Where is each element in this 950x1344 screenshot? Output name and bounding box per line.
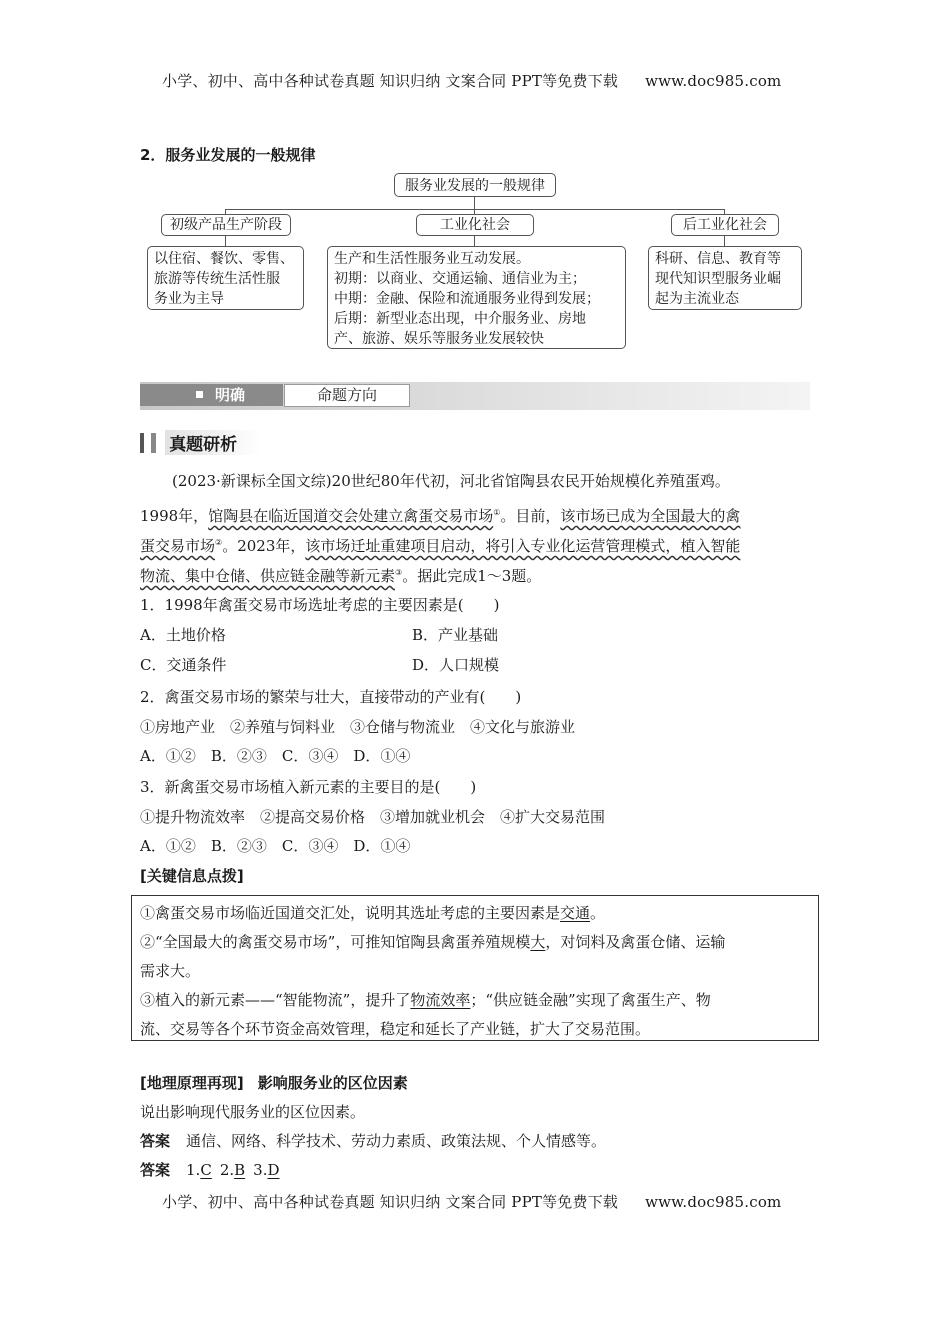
desc-line: 起为主流业态: [655, 291, 739, 307]
answer-num: 2.: [219, 1161, 235, 1179]
footer-url[interactable]: www.doc985.com: [645, 1193, 782, 1211]
passage-text: 。目前，: [500, 507, 561, 525]
desc-line: 务业为主导: [154, 291, 224, 307]
bar-icon: [140, 433, 144, 453]
key-underline: 大: [530, 933, 546, 951]
principle-question: 说出影响现代服务业的区位因素。: [140, 1103, 366, 1121]
desc-line: 旅游等传统生活性服: [154, 271, 280, 287]
question-2: 2．禽蛋交易市场的繁荣与壮大，直接带动的产业有( ): [140, 688, 522, 706]
principle-heading: [140, 1072, 408, 1093]
passage-wavy: 蛋交易市场: [140, 537, 216, 555]
question-2-options[interactable]: A．①② B．②③ C．③④ D．①④: [140, 747, 411, 765]
passage-line: [140, 498, 740, 531]
answer-value: D: [267, 1161, 280, 1179]
key-text: ③植入的新元素——“智能物流”，提升了: [140, 991, 411, 1009]
stage-title-primary: 初级产品生产阶段: [161, 214, 291, 236]
answer-num: 1.: [186, 1161, 201, 1179]
answer-value: C: [200, 1161, 212, 1179]
desc-line: 后期：新型业态出现，中介服务业、房地: [334, 311, 586, 327]
diagram-root: 服务业发展的一般规律: [394, 173, 556, 197]
desc-line: 中期：金融、保险和流通服务业得到发展；: [334, 291, 600, 307]
banner-right: 命题方向: [284, 384, 410, 407]
header-url[interactable]: www.doc985.com: [645, 72, 782, 90]
key-underline: 物流效率: [410, 991, 471, 1009]
passage-line: [140, 558, 541, 591]
passage-text: 。2023年，: [222, 537, 306, 555]
key-underline: 交通: [560, 904, 591, 922]
question-3: 3．新禽蛋交易市场植入新元素的主要目的是( ): [140, 778, 477, 796]
banner-left: [140, 384, 283, 406]
principle-answer: [140, 1126, 606, 1156]
question-3-items: ①提升物流效率 ②提高交易价格 ③增加就业机会 ④扩大交易范围: [140, 808, 606, 826]
footer-text: 小学、初中、高中各种试卷真题 知识归纳 文案合同 PPT等免费下载: [162, 1193, 619, 1211]
final-answer: [140, 1155, 280, 1185]
passage-wavy: 物流、集中仓储、供应链金融等新元素: [140, 567, 396, 585]
annotation-mark: ③: [395, 568, 403, 577]
passage-line: [140, 528, 740, 561]
key-info-box: [131, 895, 819, 1041]
subheading: [140, 430, 261, 454]
answer-value: B: [234, 1161, 246, 1179]
option[interactable]: D．人口规模: [412, 656, 500, 674]
key-text: 。: [590, 904, 606, 922]
section-title: 2．服务业发展的一般规律: [140, 146, 316, 164]
key-text: ②“全国最大的禽蛋交易市场”，可推知馆陶县禽蛋养殖规模: [140, 933, 531, 951]
key-line: 需求大。: [140, 962, 201, 980]
passage-text: 1998年，: [140, 507, 209, 525]
passage-wavy: 馆陶县在临近国道交会处建立禽蛋交易市场: [208, 507, 494, 525]
stage-title-industrial: 工业化社会: [416, 214, 534, 236]
option[interactable]: C．交通条件: [140, 656, 227, 674]
desc-line: 以住宿、餐饮、零售、: [154, 251, 294, 267]
square-bullet-icon: [196, 391, 203, 398]
desc-line: 生产和生活性服务业互动发展。: [334, 251, 530, 267]
desc-line: 现代知识型服务业崛: [655, 271, 781, 287]
answer-label: 答案: [140, 1132, 171, 1150]
stage-desc-primary: [147, 246, 304, 310]
answer-num: 3.: [253, 1161, 268, 1179]
question-3-options[interactable]: A．①② B．②③ C．③④ D．①④: [140, 837, 411, 855]
banner-left-label: 明确: [215, 386, 246, 404]
page-footer: [162, 1191, 781, 1212]
header-text: 小学、初中、高中各种试卷真题 知识归纳 文案合同 PPT等免费下载: [162, 72, 619, 90]
key-info-title: [关键信息点拨]: [140, 867, 244, 885]
desc-line: 初期：以商业、交通运输、通信业为主；: [334, 271, 586, 287]
key-text: ；“供应链金融”实现了禽蛋生产、物: [470, 991, 711, 1009]
option[interactable]: B．产业基础: [412, 626, 499, 644]
key-text: ，对饲料及禽蛋仓储、运输: [545, 933, 726, 951]
stage-desc-industrial: [327, 246, 626, 349]
desc-line: 产、旅游、娱乐等服务业发展较快: [334, 331, 544, 347]
bar-icon: [151, 433, 156, 453]
answer-text: 通信、网络、科学技术、劳动力素质、政策法规、个人情感等。: [186, 1132, 607, 1150]
stage-title-postindustrial: 后工业化社会: [671, 214, 779, 236]
key-line: 流、交易等各个环节资金高效管理，稳定和延长了产业链，扩大了交易范围。: [140, 1020, 651, 1038]
page-header: [162, 70, 781, 91]
passage-wavy: 该市场已成为全国最大的禽: [560, 507, 741, 525]
key-text: ①禽蛋交易市场临近国道交汇处，说明其选址考虑的主要因素是: [140, 904, 561, 922]
principle-title: 影响服务业的区位因素: [257, 1074, 408, 1092]
subheading-label: 真题研析: [165, 430, 261, 455]
annotation-mark: ②: [215, 538, 223, 547]
annotation-mark: ①: [493, 508, 501, 517]
key-line: [140, 928, 810, 957]
principle-tag: [地理原理再现]: [140, 1074, 244, 1092]
option[interactable]: A．土地价格: [140, 626, 226, 644]
passage-wavy: 该市场迁址重建项目启动，将引入专业化运营管理模式，植入智能: [305, 537, 741, 555]
passage-line: (2023·新课标全国文综)20世纪80年代初，河北省馆陶县农民开始规模化养殖蛋鸡。: [172, 472, 730, 490]
stage-desc-postindustrial: [648, 246, 802, 310]
key-line: [140, 899, 810, 928]
desc-line: 科研、信息、教育等: [655, 251, 781, 267]
passage-text: 。据此完成1～3题。: [402, 567, 542, 585]
answer-label: 答案: [140, 1161, 171, 1179]
question-1: 1．1998年禽蛋交易市场选址考虑的主要因素是( ): [140, 596, 500, 614]
question-2-items: ①房地产业 ②养殖与饲料业 ③仓储与物流业 ④文化与旅游业: [140, 718, 576, 736]
key-line: [140, 986, 810, 1015]
